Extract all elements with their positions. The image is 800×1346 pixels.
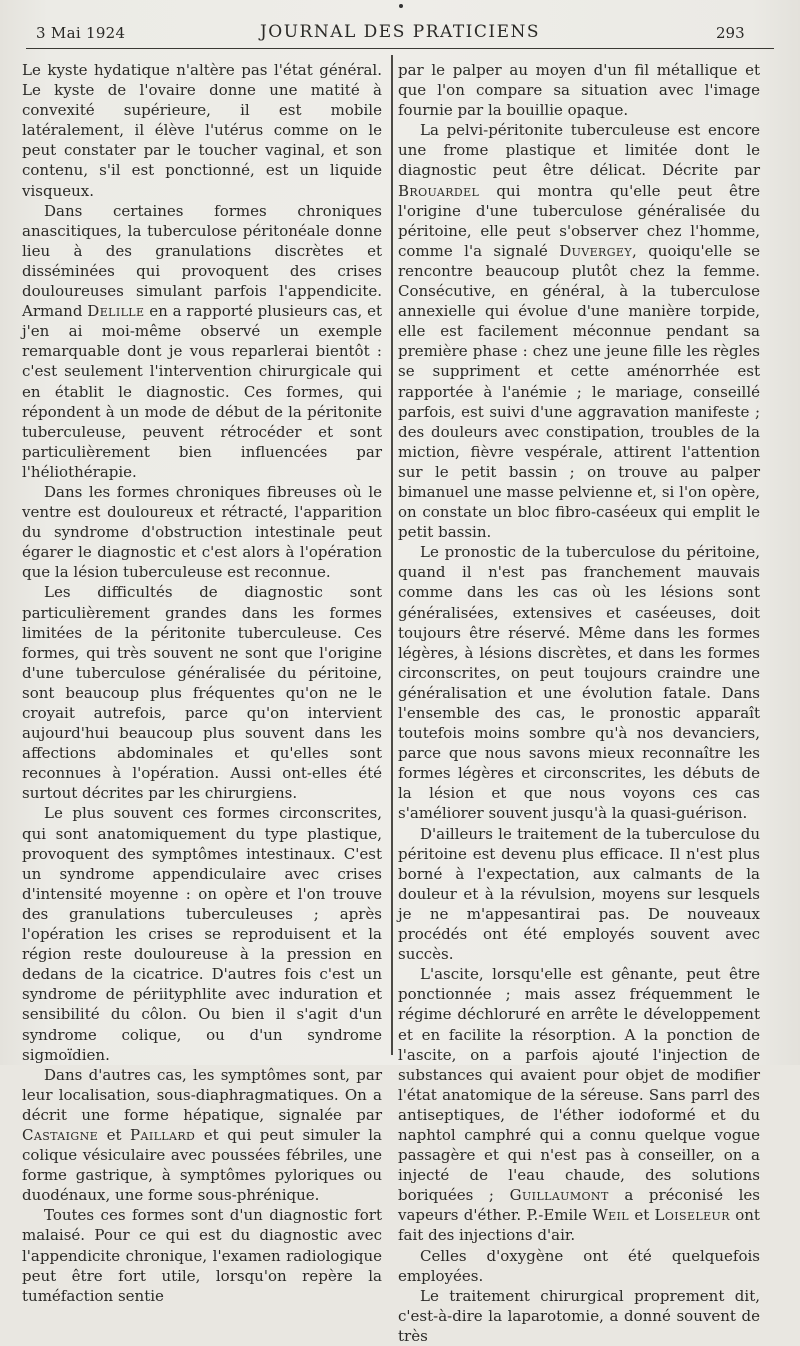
paragraph: Celles d'oxygène ont été quelquefois employées. [398, 1246, 760, 1285]
text-run: et [634, 1206, 650, 1225]
author-name: Brouardel [398, 181, 480, 200]
author-name: Castaigne [22, 1125, 99, 1144]
author-name: Duvergey [559, 241, 633, 260]
author-name: Weil [592, 1206, 630, 1225]
text-run: et qui peut simuler la colique vésiculaire avec poussées fébriles, une forme gastrique, à symptômes pyloriques ou duodénaux, une forme sous-phrénique. [22, 1125, 382, 1205]
left-column [22, 60, 382, 1306]
author-name: Loiseleur [654, 1206, 730, 1225]
paragraph [22, 201, 382, 482]
column-rule [391, 55, 393, 1055]
paragraph [398, 964, 760, 1245]
text-run: Dans d'autres cas, les symptômes sont, par leur localisation, sous-diaphragmatiques. On a décrit une forme hépatique, signalée par [22, 1065, 382, 1124]
header-rule [26, 48, 774, 49]
author-name: Delille [87, 302, 145, 321]
paragraph [22, 1065, 382, 1206]
text-run: en a rapporté plusieurs cas, et j'en ai moi-même observé un exemple remarquable dont je vous reparlerai bientôt : c'est seulement l'intervention chirurgicale qui en établit le diagnostic. Ces formes, qui répondent à un mode de début de la péritonite tuberculeuse, peuvent rétrocéder et sont particulièrement bien influencées par l'héliothérapie. [22, 302, 383, 481]
paragraph: Le kyste hydatique n'altère pas l'état général. Le kyste de l'ovaire donne une matité à convexité supérieure, il est mobile latéralement, il élève l'utérus comme on le peut constater par le toucher vaginal, et son contenu, s'il est ponctionné, est un liquide visqueux. [22, 61, 382, 200]
text-run: , quoiqu'elle se rencontre beaucoup plutôt chez la femme. Consécutive, en général, à la tuberculose annexielle qui évolue d'une manière torpide, elle est facilement méconnue pendant sa première phase : chez une jeune fille les règles se suppriment et cette aménorrhée est rapportée à l'anémie ; le mariage, conseillé parfois, est suivi d'une aggravation manifeste ; des douleurs avec constipation, troubles de la miction, fièvre vespérale, attirent l'attention sur le petit bassin ; on trouve au palper bimanuel une masse pelvienne et, si l'on opère, on constate un bloc fibro-caséeux qui emplit le petit bassin. [398, 241, 760, 542]
paragraph: Les difficultés de diagnostic sont particulièrement grandes dans les formes limitées de la péritonite tuberculeuse. Ces formes, qui très souvent ne sont que l'origine d'une tuberculose généralisée du péritoine, sont beaucoup plus fréquentes qu'on ne le croyait autrefois, parce qu'on intervient aujourd'hui beaucoup plus souvent dans les affections abdominales et qu'elles sont reconnues à l'opération. Aussi ont-elles été surtout décrites par les chirurgiens. [22, 583, 382, 803]
author-name: Paillard [130, 1125, 196, 1144]
paragraph: Toutes ces formes sont d'un diagnostic fort malaisé. Pour ce qui est du diagnostic avec l'appendicite chronique, l'examen radiologique peut être fort utile, lorsqu'on repère la tuméfaction sentie [22, 1206, 382, 1305]
text-run: qui montra qu'elle peut être l'origine d'une tuberculose généralisée du péritoine, elle peut s'observer chez l'homme, comme l'a signalé [398, 181, 760, 260]
author-name: Guillaumont [509, 1186, 609, 1205]
text-run: a préconisé les vapeurs d'éther. P.-Emile [398, 1186, 760, 1225]
paragraph: Le pronostic de la tuberculose du péritoine, quand il n'est pas franchement mauvais comme dans les cas où les lésions sont généralisées, extensives et caséeuses, doit toujours être réservé. Même dans les formes légères, à lésions discrètes, et dans les formes circonscrites, on peut toujours craindre une généralisation et une évolution fatale. Dans l'ensemble des cas, le pronostic apparaît toutefois moins sombre qu'à nos devanciers, parce que nous savons mieux reconnaître les formes légères et circonscrites, les débuts de la lésion et que nous voyons ces cas s'améliorer souvent jusqu'à la quasi-guérison. [398, 543, 760, 823]
paragraph: Le traitement chirurgical proprement dit, c'est-à-dire la laparotomie, a donné souvent de très [398, 1286, 760, 1345]
paragraph: Dans les formes chroniques fibreuses où le ventre est douloureux et rétracté, l'apparition du syndrome d'obstruction intestinale peut égarer le diagnostic et c'est alors à l'opération que la lésion tuberculeuse est reconnue. [22, 482, 382, 582]
text-run: L'ascite, lorsqu'elle est gênante, peut être ponctionnée ; mais assez fréquemment le régime déchloruré en arrête le développement et en facilite la résorption. A la ponction de l'ascite, on a parfois ajouté l'injection de substances qui avaient pour objet de modifier l'état anatomique de la séreuse. Sans parrl des antiseptiques, de l'éther iodoformé et du naphtol camphré qui a connu quelque vogue passagère et qui n'est pas à conseiller, on a injecté de l'eau chaude, des solutions boriquées ; [398, 965, 760, 1205]
right-column [398, 60, 760, 1346]
text-run: La pelvi-péritonite tuberculeuse est encore une frome plastique et limitée dont le diagnostic peut être délicat. Décrite par [398, 121, 760, 180]
text-run: Dans certaines formes chroniques anascitiques, la tuberculose péritonéale donne lieu à des granulations discrètes et disséminées qui provoquent des crises douloureuses simulant parfois l'appendicite. Armand [22, 201, 382, 321]
journal-title: JOURNAL DES PRATICIENS [259, 22, 541, 42]
page-header [0, 18, 800, 48]
page-speck [399, 4, 403, 8]
issue-date: 3 Mai 1924 [36, 24, 126, 42]
text-run: et [106, 1125, 122, 1144]
paragraph: D'ailleurs le traitement de la tuberculose du péritoine est devenu plus efficace. Il n'est plus borné à l'expectation, aux calmants de la douleur et à la révulsion, moyens sur lesquels je ne m'appesantirai pas. De nouveaux procédés ont été employés souvent avec succès. [398, 824, 760, 964]
paragraph [398, 120, 760, 542]
paragraph: par le palper au moyen d'un fil métallique et que l'on compare sa situation avec l'image fournie par la bouillie opaque. [398, 61, 760, 120]
paragraph: Le plus souvent ces formes circonscrites, qui sont anatomiquement du type plastique, provoquent des symptômes intestinaux. C'est un syndrome appendiculaire avec crises d'intensité moyenne : on opère et l'on trouve des granulations tuberculeuses ; après l'opération les crises se reproduisent et la région reste douloureuse à la pression en dedans de la cicatrice. D'autres fois c'est un syndrome de périityphlite avec induration et sensibilité du côlon. Ou bien il s'agit d'un syndrome colique, ou d'un syndrome sigmoïdien. [22, 804, 382, 1064]
page-number: 293 [716, 24, 745, 42]
text-run: ont fait des injections d'air. [398, 1206, 760, 1245]
